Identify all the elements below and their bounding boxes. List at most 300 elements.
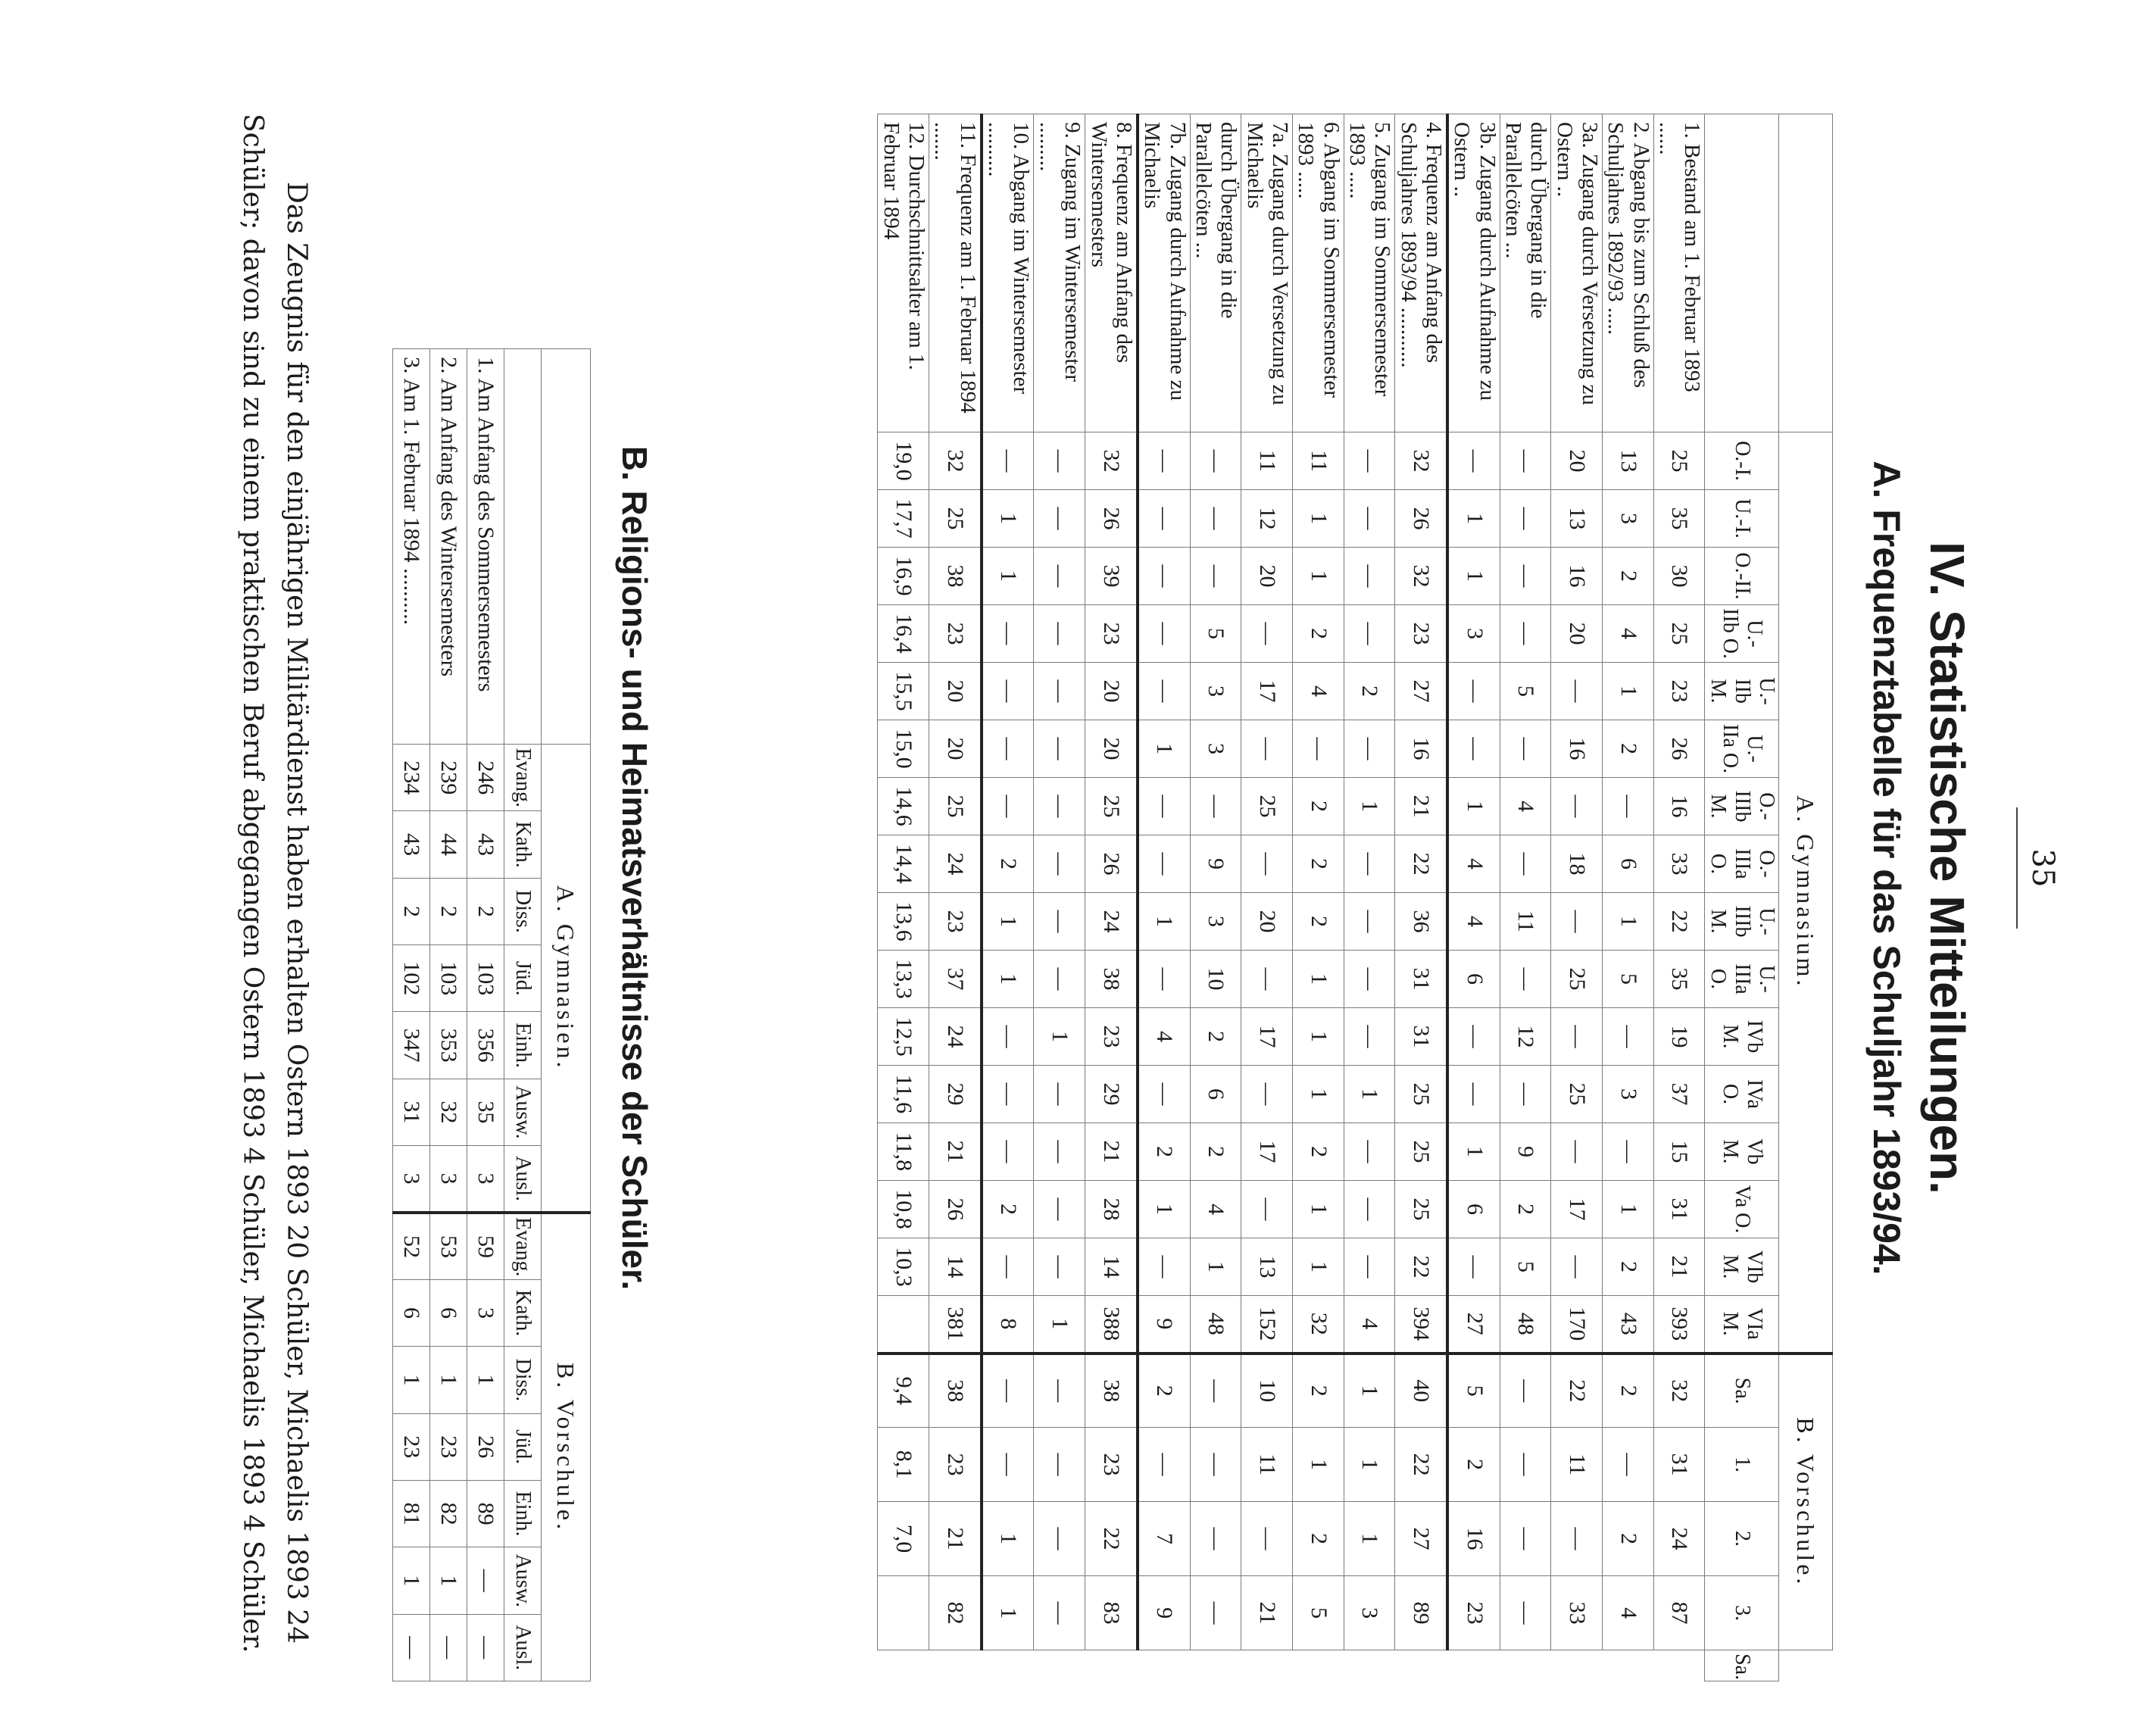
table-cell: — — [1138, 605, 1190, 663]
table-row — [1653, 114, 1705, 1681]
table-cell: 1 — [1603, 663, 1654, 720]
table-cell: 1 — [1138, 1181, 1190, 1238]
column-header: Sa. — [1705, 1650, 1779, 1681]
table-cell: 26 — [1085, 835, 1138, 893]
table-cell: 35 — [1653, 490, 1705, 548]
table-cell: 103 — [430, 945, 467, 1012]
religion-label-header — [542, 349, 591, 745]
table-cell: — — [1034, 778, 1085, 835]
frequency-label-header — [1779, 114, 1833, 432]
table-cell: 82 — [430, 1480, 467, 1547]
table-cell: 59 — [467, 1213, 504, 1279]
table-cell: 7 — [1138, 1502, 1190, 1576]
table-cell — [878, 1576, 929, 1650]
table-cell: — — [1190, 432, 1241, 490]
column-header: Kath. — [504, 1279, 542, 1346]
table-cell: — — [1034, 663, 1085, 720]
table-cell: — — [1344, 1238, 1395, 1296]
religion-vorschule-group-header: B. Vorschule. — [542, 1213, 591, 1681]
table-cell: — — [1241, 835, 1293, 893]
table-cell: — — [393, 1614, 430, 1681]
table-cell: 1 — [1292, 548, 1344, 605]
table-cell: 394 — [1395, 1296, 1447, 1354]
table-cell: — — [1603, 1123, 1654, 1181]
table-row — [1085, 114, 1138, 1681]
table-cell: 3 — [1447, 605, 1500, 663]
footer-note: Das Zeugnis für den einjährigen Militärdienst haben erhalten Ostern 1893 20 Schüler, Michaelis 1893 24 Schüler; davon sind zu einem praktischen Beruf abgegangen Ostern 1893 4 Schüler, Michaelis 1893 4 Schüler. — [237, 114, 312, 1653]
table-cell: 40 — [1395, 1354, 1447, 1428]
table-cell: — — [1034, 1576, 1085, 1650]
table-cell: 1 — [1447, 490, 1500, 548]
table-cell: — — [1190, 1502, 1241, 1576]
table-cell: 2 — [1447, 1428, 1500, 1502]
column-header: Ausl. — [504, 1614, 542, 1681]
table-row — [878, 114, 929, 1681]
table-cell: — — [1344, 893, 1395, 951]
table-cell: — — [1603, 1428, 1654, 1502]
table-cell: — — [1551, 663, 1603, 720]
table-cell: 20 — [1085, 663, 1138, 720]
table-cell: 3 — [1190, 893, 1241, 951]
table-cell: — — [1241, 1181, 1293, 1238]
table-cell: 31 — [1395, 951, 1447, 1008]
table-cell: — — [1241, 951, 1293, 1008]
page-number: 35 — [2025, 848, 2060, 888]
table-cell: 38 — [1085, 951, 1138, 1008]
table-cell: 21 — [1653, 1238, 1705, 1296]
table-cell: — — [1138, 1428, 1190, 1502]
row-label: 3b. Zugang durch Aufnahme zu Ostern .. — [1447, 114, 1500, 432]
table-cell: 2 — [1292, 835, 1344, 893]
table-cell: — — [1190, 490, 1241, 548]
table-cell: — — [1447, 663, 1500, 720]
row-label: 1. Bestand am 1. Februar 1893 ...... — [1653, 114, 1705, 432]
table-cell: 26 — [467, 1413, 504, 1480]
table-cell: 2 — [1500, 1181, 1551, 1238]
table-cell: 10 — [1241, 1354, 1293, 1428]
table-row — [1551, 114, 1603, 1681]
table-cell: 5 — [1500, 663, 1551, 720]
table-cell: 32 — [929, 432, 982, 490]
table-cell: 2 — [1603, 1238, 1654, 1296]
table-row — [982, 114, 1034, 1681]
table-cell: — — [1500, 1502, 1551, 1576]
row-label: 12. Durchschnittsalter am 1. Februar 1894 — [878, 114, 929, 432]
table-cell: 1 — [430, 1547, 467, 1614]
table-cell: 388 — [1085, 1296, 1138, 1354]
table-cell: 13,3 — [878, 951, 929, 1008]
column-header: U.-IIIb M. — [1705, 893, 1779, 951]
table-cell: — — [1500, 720, 1551, 778]
table-cell: 48 — [1500, 1296, 1551, 1354]
table-cell: 17 — [1241, 1123, 1293, 1181]
table-cell: 11,6 — [878, 1066, 929, 1123]
table-cell: 9 — [1500, 1123, 1551, 1181]
column-header: Evang. — [504, 1213, 542, 1279]
table-cell: 1 — [1603, 893, 1654, 951]
table-cell: 1 — [1447, 548, 1500, 605]
table-cell: 246 — [467, 745, 504, 811]
table-cell: 24 — [929, 1008, 982, 1066]
column-header: Diss. — [504, 1347, 542, 1413]
table-cell: 8 — [982, 1296, 1034, 1354]
column-header: Jüd. — [504, 945, 542, 1012]
table-cell: 43 — [1603, 1296, 1654, 1354]
table-cell: 103 — [467, 945, 504, 1012]
column-header: O.-I. — [1705, 432, 1779, 490]
table-cell: 25 — [1653, 432, 1705, 490]
table-cell: 23 — [1085, 605, 1138, 663]
table-row — [1447, 114, 1500, 1681]
table-cell: 4 — [1500, 778, 1551, 835]
table-row — [1138, 114, 1190, 1681]
table-cell: 381 — [929, 1296, 982, 1354]
column-header: VIb M. — [1705, 1238, 1779, 1296]
table-cell: 2 — [393, 878, 430, 944]
table-cell: 23 — [929, 893, 982, 951]
table-cell: — — [1241, 1066, 1293, 1123]
table-cell: 9,4 — [878, 1354, 929, 1428]
table-cell: 9 — [1190, 835, 1241, 893]
table-cell: 2 — [1292, 1123, 1344, 1181]
table-cell: — — [1138, 1238, 1190, 1296]
table-cell: — — [1190, 1576, 1241, 1650]
table-cell: 353 — [430, 1012, 467, 1079]
table-cell: 11 — [1292, 432, 1344, 490]
table-cell: — — [1344, 1008, 1395, 1066]
table-cell: 4 — [1447, 835, 1500, 893]
table-cell: 31 — [1653, 1181, 1705, 1238]
table-cell: 25 — [929, 490, 982, 548]
table-cell: 23 — [1653, 663, 1705, 720]
table-cell: — — [1344, 720, 1395, 778]
table-row — [1603, 114, 1654, 1681]
column-header: Vb M. — [1705, 1123, 1779, 1181]
table-cell: — — [1292, 720, 1344, 778]
table-cell: — — [1034, 1428, 1085, 1502]
table-cell: 30 — [1653, 548, 1705, 605]
table-cell: — — [1603, 778, 1654, 835]
table-cell: 25 — [1085, 778, 1138, 835]
frequency-table-body — [878, 114, 1705, 1681]
table-cell: 11 — [1241, 1428, 1293, 1502]
table-cell: 15 — [1653, 1123, 1705, 1181]
table-row — [1190, 114, 1241, 1681]
religion-gymnasien-group-header: A. Gymnasien. — [542, 745, 591, 1213]
religion-table — [392, 348, 591, 1681]
table-cell: 2 — [1138, 1123, 1190, 1181]
table-cell: 23 — [1447, 1576, 1500, 1650]
row-label: 10. Abgang im Wintersemester .......... — [982, 114, 1034, 432]
table-cell: 11 — [1551, 1428, 1603, 1502]
table-cell: — — [982, 1123, 1034, 1181]
row-label: 7a. Zugang durch Versetzung zu Michaelis — [1241, 114, 1293, 432]
table-cell: — — [1190, 778, 1241, 835]
table-cell: 33 — [1551, 1576, 1603, 1650]
table-row — [1500, 114, 1551, 1681]
table-cell: 48 — [1190, 1296, 1241, 1354]
table-cell: 22 — [1085, 1502, 1138, 1576]
table-cell: — — [1344, 548, 1395, 605]
table-cell: — — [1138, 548, 1190, 605]
table-cell: 26 — [929, 1181, 982, 1238]
column-header: Einh. — [504, 1480, 542, 1547]
table-cell: 1 — [1447, 778, 1500, 835]
table-cell: — — [1500, 548, 1551, 605]
table-row — [430, 349, 467, 1681]
table-cell: 4 — [1603, 605, 1654, 663]
table-cell: 6 — [1603, 835, 1654, 893]
table-cell: 2 — [430, 878, 467, 944]
row-label: 8. Frequenz am Anfang des Wintersemesters — [1085, 114, 1138, 432]
table-cell: 6 — [393, 1279, 430, 1346]
column-header: O.-IIIb M. — [1705, 778, 1779, 835]
column-header: Va O. — [1705, 1181, 1779, 1238]
table-cell: 4 — [1603, 1576, 1654, 1650]
table-cell: — — [1034, 605, 1085, 663]
table-cell: 38 — [929, 1354, 982, 1428]
row-label: 6. Abgang im Sommersemester 1893 ..... — [1292, 114, 1344, 432]
row-label: 11. Frequenz am 1. Februar 1894 ....... — [929, 114, 982, 432]
table-cell: — — [982, 1354, 1034, 1428]
table-cell: 16 — [1551, 548, 1603, 605]
table-cell: 17 — [1241, 663, 1293, 720]
column-header: Ausw. — [504, 1547, 542, 1614]
table-cell: 25 — [1551, 951, 1603, 1008]
column-header: Einh. — [504, 1012, 542, 1079]
table-cell: 89 — [467, 1480, 504, 1547]
table-cell: 5 — [1190, 605, 1241, 663]
table-cell: 12,5 — [878, 1008, 929, 1066]
table-cell: 1 — [1344, 1066, 1395, 1123]
column-header: Diss. — [504, 878, 542, 944]
table-cell: — — [1138, 778, 1190, 835]
table-cell: 22 — [1551, 1354, 1603, 1428]
table-cell: 1 — [430, 1347, 467, 1413]
row-label: 2. Am Anfang des Wintersemesters — [430, 349, 467, 745]
table-cell: — — [1190, 1354, 1241, 1428]
table-cell: 347 — [393, 1012, 430, 1079]
row-label: 9. Zugang im Wintersemester ......... — [1034, 114, 1085, 432]
table-cell: — — [1241, 720, 1293, 778]
table-cell: 15,0 — [878, 720, 929, 778]
table-cell: 2 — [1344, 663, 1395, 720]
column-header: O.-IIIa O. — [1705, 835, 1779, 893]
table-cell: — — [1034, 893, 1085, 951]
column-header: VIa M. — [1705, 1296, 1779, 1354]
table-cell: 102 — [393, 945, 430, 1012]
column-header: 1. — [1705, 1428, 1779, 1502]
table-cell: 3 — [393, 1146, 430, 1213]
table-cell: 1 — [1447, 1123, 1500, 1181]
table-cell: — — [1344, 432, 1395, 490]
table-cell: — — [1447, 432, 1500, 490]
page-number-rule — [2016, 807, 2018, 929]
table-cell: 4 — [1447, 893, 1500, 951]
table-cell: 3 — [1190, 663, 1241, 720]
column-header: Kath. — [504, 811, 542, 878]
table-cell: — — [1344, 490, 1395, 548]
table-cell: 12 — [1500, 1008, 1551, 1066]
table-cell: 3 — [467, 1146, 504, 1213]
table-cell: — — [1551, 893, 1603, 951]
table-cell: 23 — [430, 1413, 467, 1480]
table-cell: — — [1603, 1008, 1654, 1066]
table-cell: 239 — [430, 745, 467, 811]
table-cell: 20 — [1241, 893, 1293, 951]
table-cell: — — [467, 1614, 504, 1681]
table-cell: 10,3 — [878, 1238, 929, 1296]
row-label: 4. Frequenz am Anfang des Schuljahres 1893/94 ........... — [1395, 114, 1447, 432]
table-cell: — — [1138, 835, 1190, 893]
table-cell: 29 — [1085, 1066, 1138, 1123]
table-row — [1395, 114, 1447, 1681]
column-header: 3. — [1705, 1576, 1779, 1650]
table-cell: 19,0 — [878, 432, 929, 490]
table-cell: 1 — [1344, 1502, 1395, 1576]
table-cell: 6 — [1447, 951, 1500, 1008]
table-cell: — — [1447, 720, 1500, 778]
table-cell: — — [982, 1428, 1034, 1502]
table-cell: 20 — [1551, 432, 1603, 490]
table-cell: 2 — [1603, 548, 1654, 605]
table-cell: 17 — [1241, 1008, 1293, 1066]
table-cell: 37 — [929, 951, 982, 1008]
table-cell: — — [1551, 778, 1603, 835]
table-cell: 13 — [1603, 432, 1654, 490]
table-cell: 38 — [929, 548, 982, 605]
table-cell: 31 — [1653, 1428, 1705, 1502]
table-cell: 1 — [393, 1547, 430, 1614]
table-cell: — — [1138, 1066, 1190, 1123]
table-cell: 17 — [1551, 1181, 1603, 1238]
table-cell: 3 — [430, 1146, 467, 1213]
table-cell: 89 — [1395, 1576, 1447, 1650]
table-cell: 18 — [1551, 835, 1603, 893]
table-cell: 32 — [1653, 1354, 1705, 1428]
table-cell: 4 — [1292, 663, 1344, 720]
column-header: U.-IIa O. — [1705, 720, 1779, 778]
table-cell: 25 — [1653, 605, 1705, 663]
table-cell: 2 — [1292, 893, 1344, 951]
table-cell: 20 — [1085, 720, 1138, 778]
table-cell: — — [982, 1008, 1034, 1066]
table-cell: 21 — [1395, 778, 1447, 835]
table-cell: — — [982, 605, 1034, 663]
table-cell: 1 — [467, 1347, 504, 1413]
table-cell: 23 — [393, 1413, 430, 1480]
table-cell: 27 — [1395, 663, 1447, 720]
table-cell: 12 — [1241, 490, 1293, 548]
table-cell: — — [1034, 951, 1085, 1008]
table-cell: 2 — [1190, 1123, 1241, 1181]
frequency-column-headers — [1705, 114, 1779, 1681]
row-label: durch Übergang in die Parallelcöten ... — [1500, 114, 1551, 432]
table-cell: 24 — [1653, 1502, 1705, 1576]
table-cell: 83 — [1085, 1576, 1138, 1650]
table-cell: — — [1344, 1123, 1395, 1181]
table-cell: 52 — [393, 1213, 430, 1279]
table-cell: 2 — [1292, 605, 1344, 663]
table-row — [1344, 114, 1395, 1681]
table-cell: — — [982, 1238, 1034, 1296]
table-cell: 2 — [1138, 1354, 1190, 1428]
table-cell: — — [1500, 490, 1551, 548]
table-cell: 21 — [1241, 1576, 1293, 1650]
table-cell: 21 — [1085, 1123, 1138, 1181]
section-title: IV. Statistische Mitteilungen. — [1920, 542, 1975, 1194]
column-header: Sa. — [1705, 1354, 1779, 1428]
table-cell: 5 — [1603, 951, 1654, 1008]
table-cell: 10,8 — [878, 1181, 929, 1238]
table-cell: 4 — [1190, 1181, 1241, 1238]
table-cell: 14,4 — [878, 835, 929, 893]
table-cell: 26 — [1085, 490, 1138, 548]
table-cell: — — [1034, 1354, 1085, 1428]
table-cell: — — [982, 720, 1034, 778]
table-cell: 20 — [1551, 605, 1603, 663]
table-cell: 23 — [929, 1428, 982, 1502]
religion-column-headers — [504, 349, 542, 1681]
table-cell: — — [1034, 835, 1085, 893]
table-cell: 16 — [1653, 778, 1705, 835]
table-cell: 35 — [1653, 951, 1705, 1008]
table-cell: 33 — [1653, 835, 1705, 893]
table-cell: 22 — [1395, 1238, 1447, 1296]
table-cell: — — [1241, 1502, 1293, 1576]
table-cell: 1 — [1138, 893, 1190, 951]
frequency-table-title: A. Frequenztabelle für das Schuljahr 1893/94. — [1865, 461, 1908, 1275]
table-cell: 37 — [1653, 1066, 1705, 1123]
column-header: Ausw. — [504, 1079, 542, 1145]
table-cell: 17,7 — [878, 490, 929, 548]
table-cell: — — [467, 1547, 504, 1614]
table-cell: — — [1500, 1428, 1551, 1502]
table-cell: 1 — [1138, 720, 1190, 778]
table-cell: 4 — [1344, 1296, 1395, 1354]
table-cell: 23 — [1085, 1008, 1138, 1066]
table-cell: 1 — [1344, 778, 1395, 835]
table-cell: 234 — [393, 745, 430, 811]
table-cell: 1 — [1292, 951, 1344, 1008]
table-cell: — — [1500, 1066, 1551, 1123]
table-cell: 6 — [1447, 1181, 1500, 1238]
table-cell: 25 — [1395, 1123, 1447, 1181]
table-cell: 13,6 — [878, 893, 929, 951]
table-cell: 39 — [1085, 548, 1138, 605]
table-row — [1241, 114, 1293, 1681]
table-cell: 170 — [1551, 1296, 1603, 1354]
table-cell: 26 — [1395, 490, 1447, 548]
table-cell: — — [1500, 432, 1551, 490]
table-cell: 24 — [929, 835, 982, 893]
table-cell: 22 — [1653, 893, 1705, 951]
table-cell: — — [1447, 1238, 1500, 1296]
table-cell: 16 — [1395, 720, 1447, 778]
table-cell: 6 — [430, 1279, 467, 1346]
table-cell: 28 — [1085, 1181, 1138, 1238]
table-cell: 21 — [929, 1502, 982, 1576]
table-cell: 2 — [1292, 1354, 1344, 1428]
table-cell: 1 — [1034, 1296, 1085, 1354]
table-row — [1292, 114, 1344, 1681]
table-cell: 14 — [1085, 1238, 1138, 1296]
table-cell: 13 — [1241, 1238, 1293, 1296]
table-cell: 27 — [1395, 1502, 1447, 1576]
table-cell: 2 — [1603, 720, 1654, 778]
table-cell: 20 — [929, 663, 982, 720]
table-cell: — — [1551, 1008, 1603, 1066]
